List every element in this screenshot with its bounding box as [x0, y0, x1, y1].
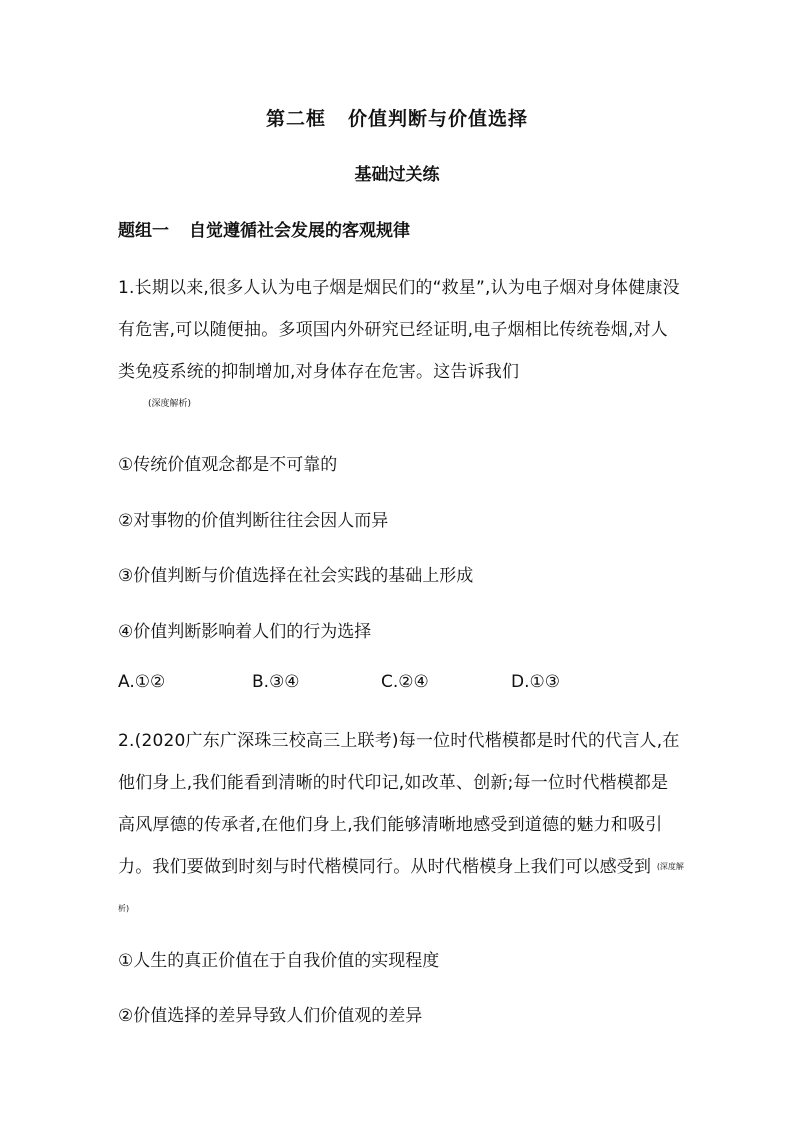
question-1-option-1: ①传统价值观念都是不可靠的	[118, 455, 338, 475]
choice-b: B.③④	[252, 672, 300, 692]
title-section: 第二框	[265, 108, 326, 130]
question-1-analysis-tag: (深度解析)	[148, 399, 192, 409]
question-2-option-2: ②价值选择的差异导致人们价值观的差异	[118, 1006, 423, 1026]
question-2-option-1: ①人生的真正价值在于自我价值的实现程度	[118, 951, 440, 971]
question-1-stem: 1.长期以来,很多人认为电子烟是烟民们的“救星”,认为电子烟对身体健康没有危害,可以随便抽。多项国内外研究已经证明,电子烟相比传统卷烟,对人类免疫系统的抑制增加,对身体存在危害。这告诉我们	[118, 278, 680, 382]
section-subtitle: 基础过关练	[354, 165, 440, 185]
question-2-analysis-tag: (深度解析)	[118, 862, 684, 913]
choice-c: C.②④	[381, 672, 429, 692]
title-topic: 价值判断与价值选择	[348, 108, 529, 130]
choice-a: A.①②	[118, 672, 166, 692]
question-2-text: 2.(2020广东广深珠三校高三上联考)每一位时代楷模都是时代的代言人,在他们身上,我们能看到清晰的时代印记,如改革、创新;每一位时代楷模都是高风厚德的传承者,在他们身上,我们能够清晰地感受到道德的魅力和吸引力。我们要做到时刻与时代楷模同行。从时代楷模身上我们可以感受到	[118, 731, 680, 877]
question-1-option-4: ④价值判断影响着人们的行为选择	[118, 622, 372, 642]
group-label: 题组一	[118, 221, 169, 241]
group-name: 自觉遵循社会发展的客观规律	[189, 221, 410, 241]
page-title	[0, 104, 794, 131]
choice-d: D.①③	[511, 672, 560, 692]
question-1-option-2: ②对事物的价值判断往往会因人而异	[118, 511, 389, 531]
question-1-option-3: ③价值判断与价值选择在社会实践的基础上形成	[118, 566, 474, 586]
question-group-title	[118, 216, 410, 241]
question-2-stem	[118, 720, 684, 930]
